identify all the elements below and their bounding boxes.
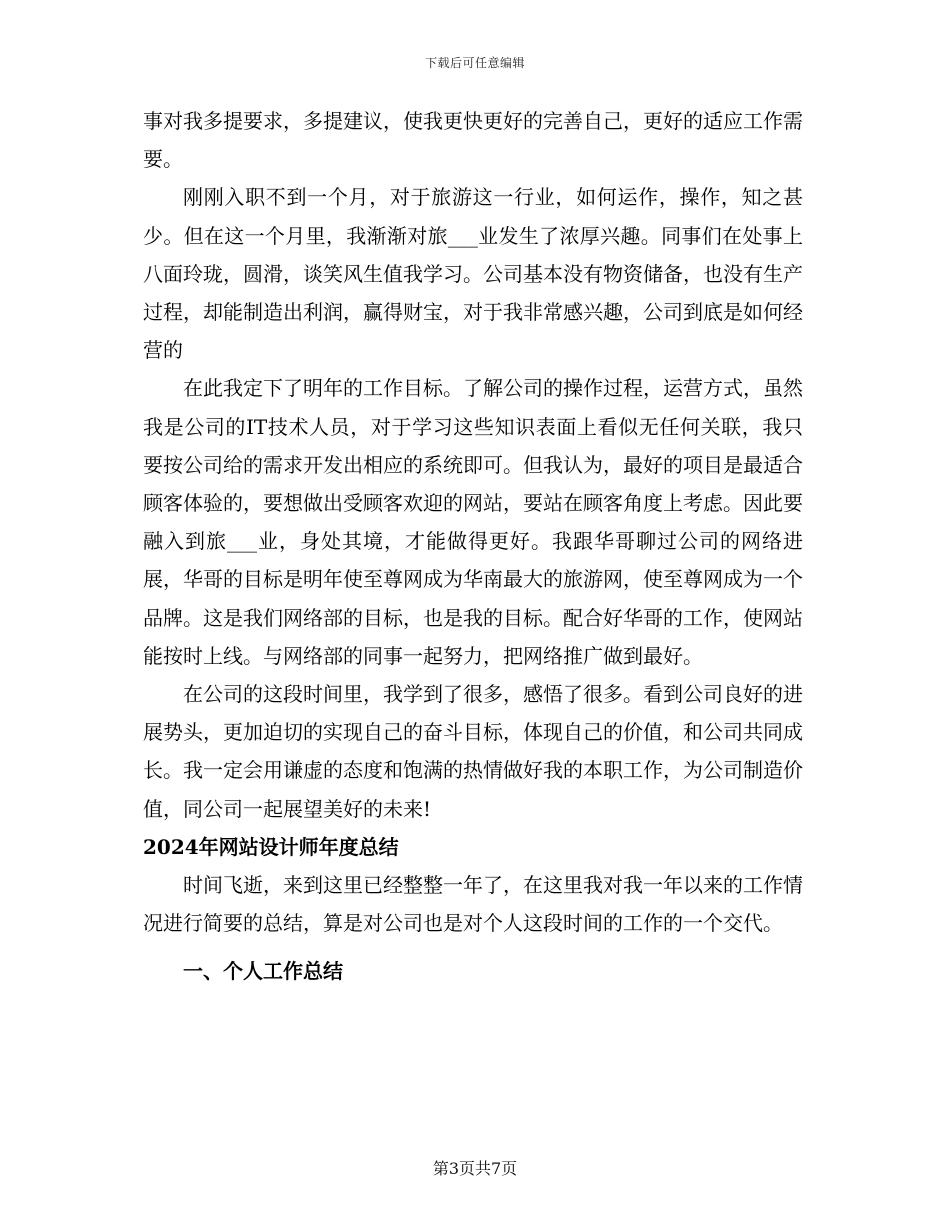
header-note: 下载后可任意编辑 <box>424 56 525 70</box>
subheading-personal-summary: 一、个人工作总结 <box>183 959 343 984</box>
paragraph-learning: 在公司的这段时间里，我学到了很多，感悟了很多。看到公司良好的进展势头，更加迫切的实现自己的奋斗目标，体现自己的价值，和公司共同成长。我一定会用谦虚的态度和饱满的热情做好我的本职工作，为公司制造价值，同公司一起展望美好的未来! <box>143 682 803 821</box>
paragraph-intro: 时间飞逝，来到这里已经整整一年了，在这里我对我一年以来的工作情况进行简要的总结，算是对公司也是对个人这段时间的工作的一个交代。 <box>143 873 803 936</box>
section-title: 2024年网站设计师年度总结 <box>143 834 399 859</box>
paragraph-first-month: 刚刚入职不到一个月，对于旅游这一行业，如何运作，操作，知之甚少。但在这一个月里，我渐渐对旅___业发生了浓厚兴趣。同事们在处事上八面玲珑，圆滑，谈笑风生值我学习。公司基本没有物资储备，也没有生产过程，却能制造出利润，赢得财宝，对于我非常感兴趣，公司到底是如何经营的 <box>143 185 803 363</box>
paragraph-work-goals: 在此我定下了明年的工作目标。了解公司的操作过程，运营方式，虽然我是公司的IT技术人员，对于学习这些知识表面上看似无任何关联，我只要按公司给的需求开发出相应的系统即可。但我认为，最好的项目是最适合顾客体验的，要想做出受顾客欢迎的网站，要站在顾客角度上考虑。因此要融入到旅___业，身处其境，才能做得更好。我跟华哥聊过公司的网络进展，华哥的目标是明年使至尊网成为华南最大的旅游网，使至尊网成为一个品牌。这是我们网络部的目标，也是我的目标。配合好华哥的工作，使网站能按时上线。与网络部的同事一起努力，把网络推广做到最好。 <box>143 376 803 668</box>
document-body <box>143 102 803 991</box>
page-indicator: 第3页共7页 <box>432 1159 518 1178</box>
paragraph-continuation: 事对我多提要求，多提建议，使我更快更好的完善自己，更好的适应工作需要。 <box>143 109 803 172</box>
